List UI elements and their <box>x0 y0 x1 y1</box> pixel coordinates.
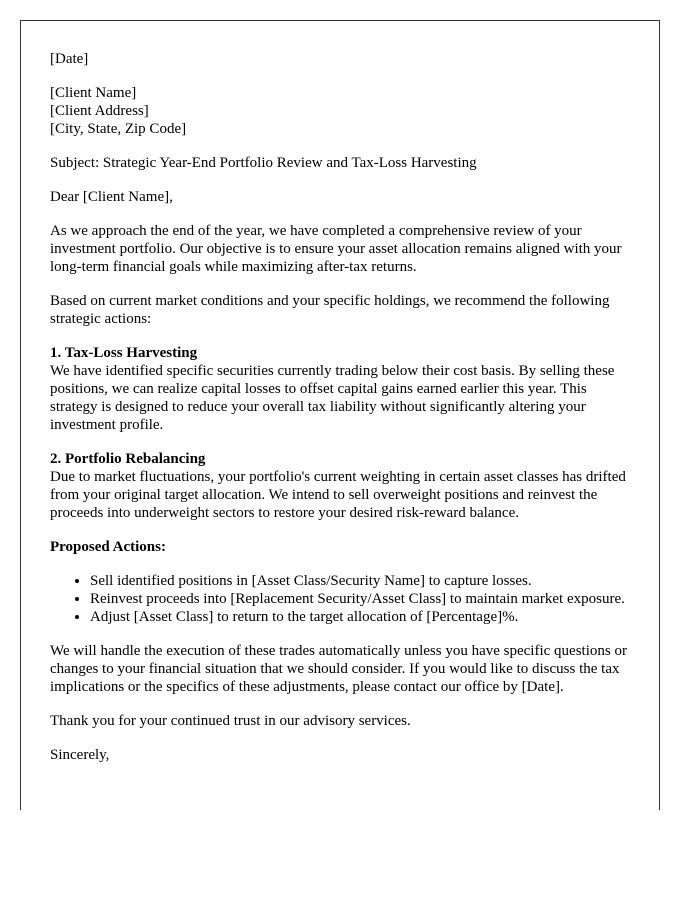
client-address: [Client Address] <box>50 103 149 119</box>
client-city-state-zip: [City, State, Zip Code] <box>50 121 187 137</box>
proposed-actions-list <box>50 572 631 626</box>
proposed-actions-heading: Proposed Actions: <box>50 539 166 555</box>
list-item: • Reinvest proceeds into [Replacement Security/Asset Class] to maintain market exposure. <box>90 590 631 608</box>
list-item: • Sell identified positions in [Asset Class/Security Name] to capture losses. <box>90 572 631 590</box>
section-heading: 2. Portfolio Rebalancing <box>50 451 206 467</box>
recommendation-intro-paragraph: Based on current market conditions and your specific holdings, we recommend the following strategic actions: <box>50 293 610 327</box>
thanks-paragraph: Thank you for your continued trust in our advisory services. <box>50 713 411 729</box>
section-heading: 1. Tax-Loss Harvesting <box>50 345 198 361</box>
section-tax-loss-harvesting <box>50 344 631 434</box>
section-portfolio-rebalancing <box>50 450 631 522</box>
letter-page <box>20 20 660 810</box>
letter-salutation: Dear [Client Name], <box>50 189 173 205</box>
intro-paragraph: As we approach the end of the year, we have completed a comprehensive review of your investment portfolio. Our objective is to ensure your asset allocation remains aligned with your long-term financial goals while maximizing after-tax returns. <box>50 223 622 275</box>
closing-paragraph: We will handle the execution of these trades automatically unless you have specific questions or changes to your financial situation that we should consider. If you would like to discuss the tax implications or the specifics of these adjustments, please contact our office by [Date]. <box>50 643 627 695</box>
section-body: We have identified specific securities currently trading below their cost basis. By selling these positions, we can realize capital losses to offset capital gains earned earlier this year. This strategy is designed to reduce your overall tax liability without significantly altering your investment profile. <box>50 363 615 433</box>
letter-subject: Subject: Strategic Year-End Portfolio Review and Tax-Loss Harvesting <box>50 155 477 171</box>
recipient-address-block <box>50 84 631 138</box>
letter-date: [Date] <box>50 51 89 67</box>
letter-signoff: Sincerely, <box>50 747 110 763</box>
list-item: • Adjust [Asset Class] to return to the target allocation of [Percentage]%. <box>90 608 631 626</box>
section-body: Due to market fluctuations, your portfolio's current weighting in certain asset classes has drifted from your original target allocation. We intend to sell overweight positions and reinvest the proceeds into underweight sectors to restore your desired risk-reward balance. <box>50 469 626 521</box>
client-name: [Client Name] <box>50 85 137 101</box>
